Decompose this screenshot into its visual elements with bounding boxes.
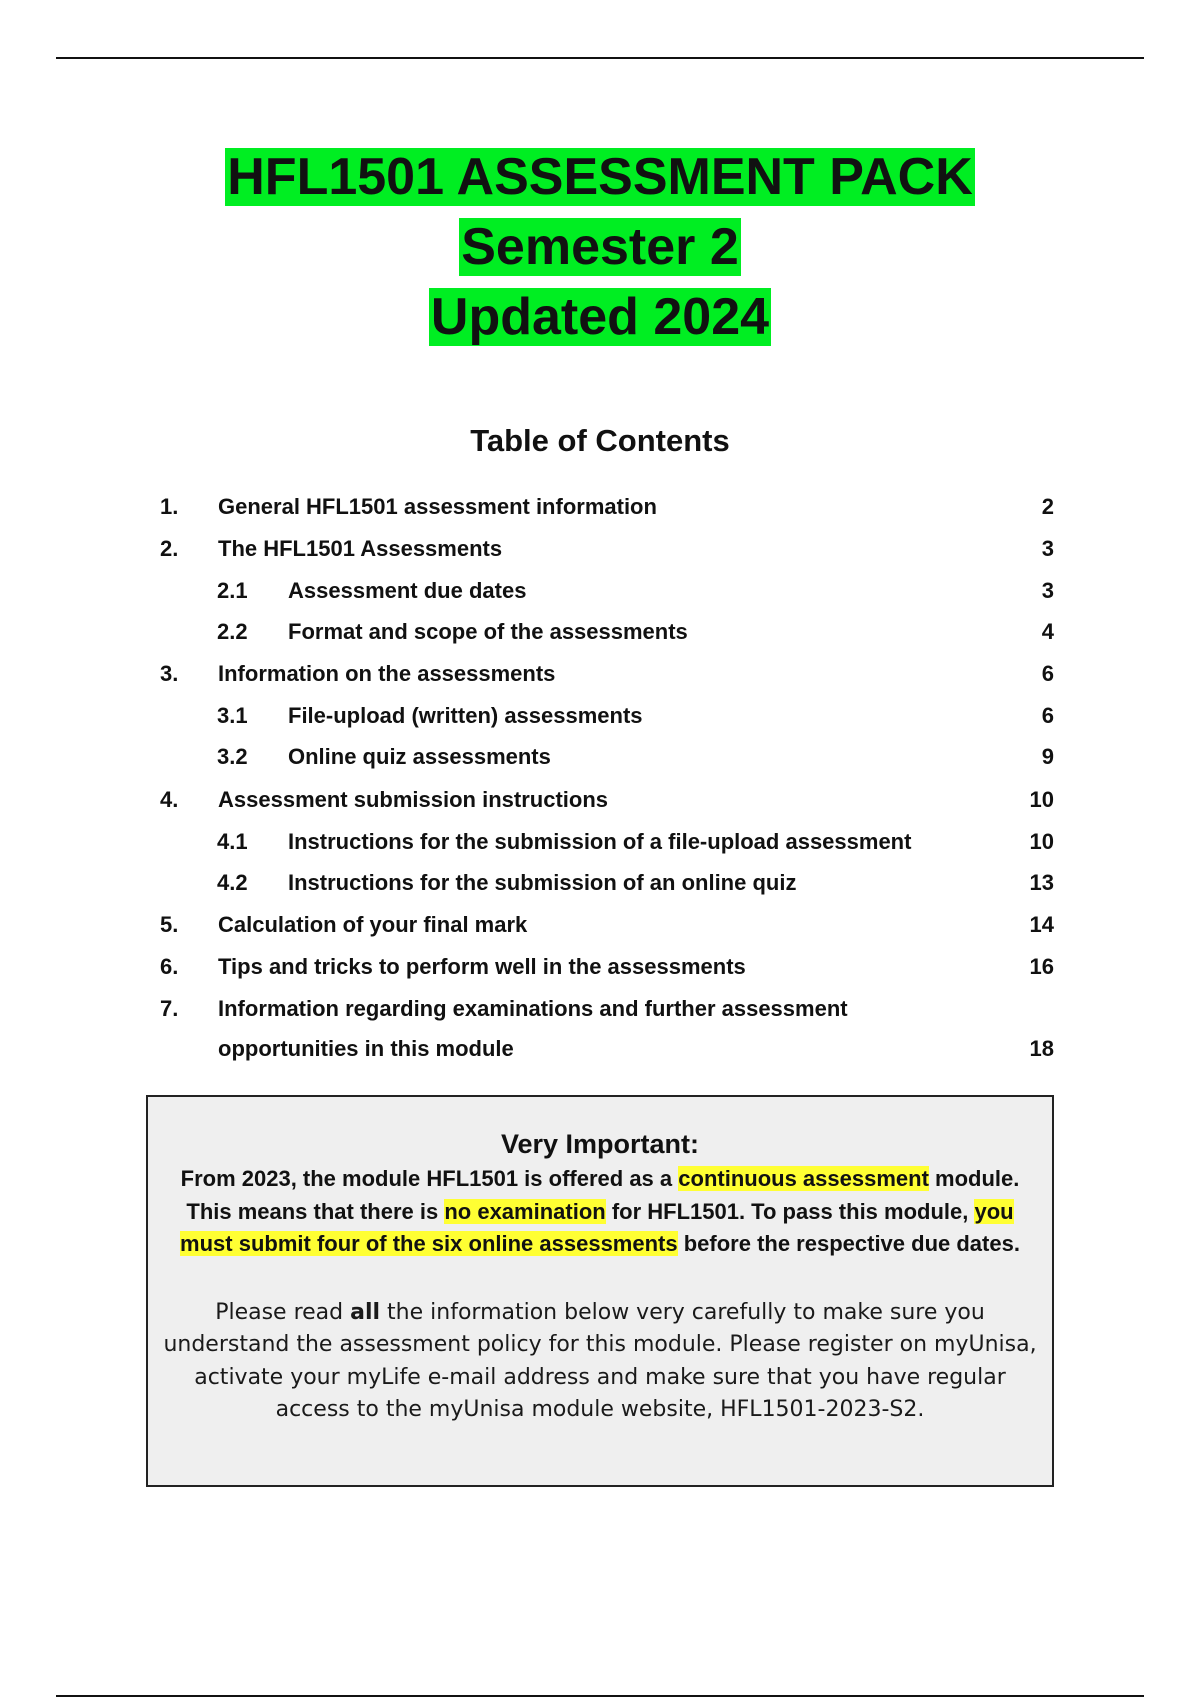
- toc-entry-title: Instructions for the submission of an online quiz: [288, 870, 797, 895]
- toc-entry-page: 13: [1029, 870, 1054, 895]
- toc-entry-page: 3: [1041, 578, 1054, 603]
- toc-entry-number: 1.: [160, 494, 179, 519]
- toc-entry-title: The HFL1501 Assessments: [218, 536, 503, 561]
- toc-entry-number: 3.1: [217, 703, 248, 728]
- toc-heading: Table of Contents: [470, 423, 730, 458]
- toc-entry: [0, 660, 1200, 688]
- toc-entry-title: Instructions for the submission of a file-upload assessment: [288, 829, 912, 854]
- toc-entry-page: 14: [1029, 912, 1054, 937]
- toc-entry-page: 18: [1029, 1036, 1054, 1061]
- toc-entry-page: 6: [1041, 661, 1054, 686]
- toc-entry-number: 3.: [160, 661, 179, 686]
- toc-entry-number: 2.1: [217, 578, 248, 603]
- toc-entry-page: 3: [1041, 536, 1054, 561]
- toc-entry-title: Online quiz assessments: [288, 744, 551, 769]
- toc-entry: [0, 1035, 1200, 1063]
- title-line-2: Semester 2: [461, 218, 739, 276]
- highlight-submit-requirement: you must submit four of the six online assessments: [180, 1198, 1014, 1256]
- toc-entry: [0, 995, 1200, 1023]
- toc-entry: [0, 702, 1200, 730]
- toc-entry: [0, 828, 1200, 856]
- toc-entry-number: 4.: [160, 787, 179, 812]
- bottom-rule: [56, 1695, 1144, 1697]
- toc-entry-page: 16: [1029, 954, 1054, 979]
- toc-entry: [0, 869, 1200, 897]
- title-line-1: HFL1501 ASSESSMENT PACK: [227, 148, 973, 206]
- toc-entry-number: 2.: [160, 536, 179, 561]
- toc-entry-title: General HFL1501 assessment information: [218, 494, 657, 519]
- toc-entry-title: Information on the assessments: [218, 661, 556, 686]
- title-line-3: Updated 2024: [430, 288, 770, 346]
- notice-key-message: From 2023, the module HFL1501 is offered as a continuous assessment module. This means that there is no examination for HFL1501. To pass this module, you must submit four of the six online assessments before the respective due dates.: [180, 1166, 1020, 1256]
- toc-entry: [0, 953, 1200, 981]
- toc-entry-page: 2: [1041, 494, 1054, 519]
- toc-entry-title: Format and scope of the assessments: [288, 619, 688, 644]
- toc-entry-number: 6.: [160, 954, 179, 979]
- toc-entry-page: 4: [1041, 619, 1054, 644]
- toc-entry: [0, 618, 1200, 646]
- toc-entry-page: 6: [1041, 703, 1054, 728]
- toc-entry: [0, 743, 1200, 771]
- toc-entry-number: 5.: [160, 912, 179, 937]
- toc-entry-title: Tips and tricks to perform well in the assessments: [218, 954, 746, 979]
- highlight-continuous-assessment: continuous assessment: [678, 1166, 929, 1191]
- notice-body-text: Please read all the information below very carefully to make sure you understand the assessment policy for this module. Please register on myUnisa, activate your myLife e-mail address and make sure that you have regular access to the myUnisa module website, HFL1501-2023-S2.: [163, 1299, 1037, 1422]
- toc-entry-title: opportunities in this module: [218, 1036, 514, 1061]
- toc-entry-title: Assessment submission instructions: [218, 787, 608, 812]
- toc-entry: [0, 535, 1200, 563]
- toc-entry: [0, 577, 1200, 605]
- toc-entry: [0, 786, 1200, 814]
- toc-entry-number: 4.1: [217, 829, 248, 854]
- toc-entry-title: Calculation of your final mark: [218, 912, 528, 937]
- toc-entry-page: 9: [1041, 744, 1054, 769]
- toc-entry-number: 4.2: [217, 870, 248, 895]
- highlight-no-examination: no examination: [444, 1198, 606, 1224]
- notice-heading: Very Important:: [500, 1129, 700, 1159]
- toc-entry-number: 3.2: [217, 744, 248, 769]
- toc-entry-page: 10: [1029, 787, 1054, 812]
- toc-entry-title: Information regarding examinations and further assessment: [218, 996, 848, 1021]
- toc-entry: [0, 493, 1200, 521]
- toc-entry-title: Assessment due dates: [288, 578, 527, 603]
- toc-entry-title: File-upload (written) assessments: [288, 703, 643, 728]
- toc-entry-number: 2.2: [217, 619, 248, 644]
- toc-entry: [0, 911, 1200, 939]
- toc-entry-number: 7.: [160, 996, 179, 1021]
- toc-entry-page: 10: [1029, 829, 1054, 854]
- important-notice-box: [146, 1095, 1054, 1487]
